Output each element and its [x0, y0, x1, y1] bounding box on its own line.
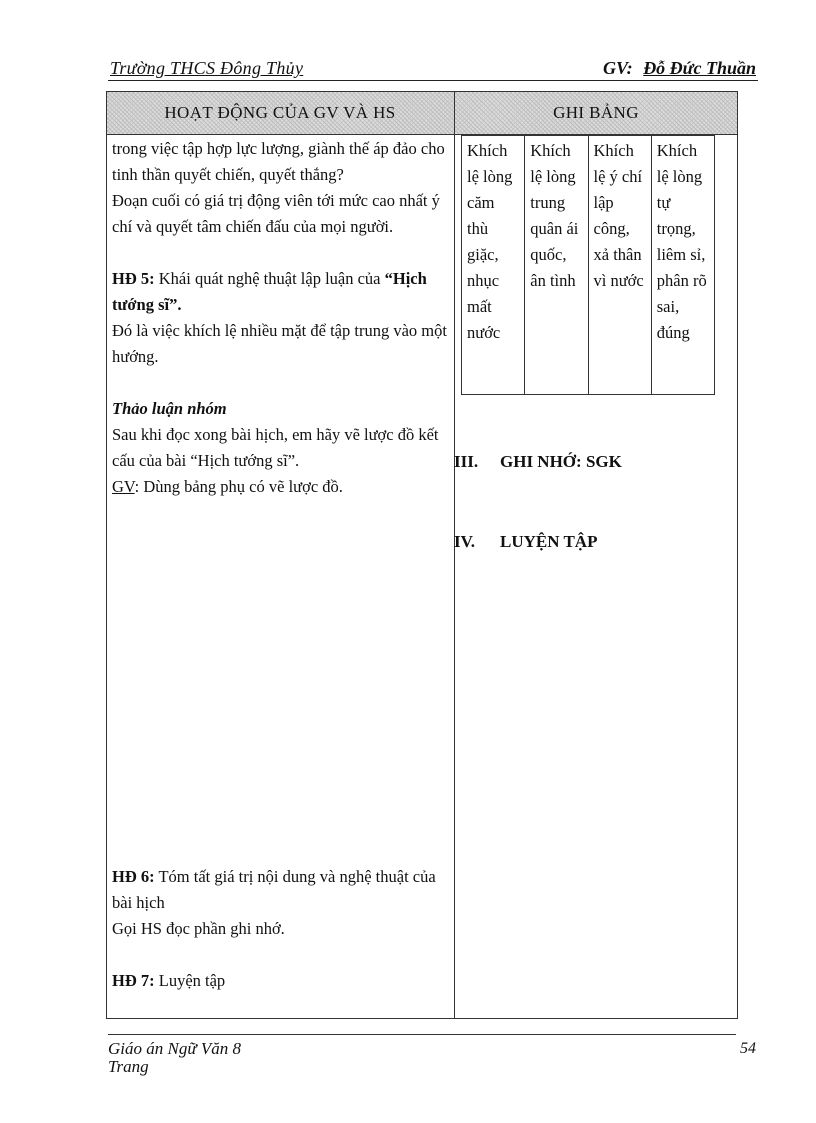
col-header-activities: HOẠT ĐỘNG CỦA GV VÀ HS: [164, 103, 396, 122]
table-cell: Khích lệ lòng tự trọng, liêm sỉ, phân rõ sai, đúng: [651, 136, 714, 395]
activities-column-lower: [112, 864, 450, 994]
work-title: “Hịch tướng sĩ”.: [112, 269, 427, 314]
teacher-name: Đỗ Đức Thuần: [643, 58, 756, 78]
activity-7: [112, 968, 450, 994]
paragraph: trong việc tập hợp lực lượng, giành thế áp đảo cho tinh thần quyết chiến, quyết thắng?: [112, 139, 445, 184]
page-number: 54: [740, 1040, 756, 1057]
section-practice: [454, 532, 597, 552]
activity-6: [112, 864, 450, 916]
page-header: [108, 54, 758, 81]
section-number: III.: [454, 452, 479, 471]
footer-rule: [108, 1034, 736, 1035]
paragraph: Sau khi đọc xong bài hịch, em hãy vẽ lược đồ kết cấu của bài “Hịch tướng sĩ”.: [112, 425, 439, 470]
paragraph: Gọi HS đọc phần ghi nhớ.: [112, 919, 285, 938]
teacher-label: GV:: [603, 58, 633, 78]
section-title: GHI NHỚ: SGK: [500, 452, 622, 471]
footer-line: Giáo án Ngữ Văn 8: [108, 1039, 241, 1058]
activity-label: HĐ 6:: [112, 867, 155, 886]
school-name: Trường THCS Đông Thủy: [110, 58, 304, 78]
activity-label: HĐ 5:: [112, 269, 155, 288]
paragraph: Đoạn cuối có giá trị động viên tới mức cao nhất ý chí và quyết tâm chiến đấu của mọi người.: [112, 191, 440, 236]
activities-column: [112, 136, 450, 500]
section-number: IV.: [454, 532, 475, 551]
activity-text: Tóm tất giá trị nội dung và nghệ thuật của bài hịch: [112, 867, 436, 912]
section-title: LUYỆN TẬP: [500, 532, 598, 551]
activity-5: [112, 266, 450, 318]
table-cell: Khích lệ lòng căm thù giặc, nhục mất nước: [462, 136, 525, 395]
gv-text: : Dùng bảng phụ có vẽ lược đồ.: [134, 477, 343, 496]
col-header-board-notes: GHI BẢNG: [553, 103, 639, 122]
column-divider: [454, 91, 455, 1019]
footer-line: Trang: [108, 1057, 149, 1076]
gv-label: GV: [112, 477, 135, 496]
table-row: [462, 136, 715, 395]
footer-text: [108, 1040, 241, 1076]
activity-label: HĐ 7:: [112, 971, 155, 990]
structure-table: [461, 135, 715, 395]
paragraph: Đó là việc khích lệ nhiều mặt để tập trung vào một hướng.: [112, 321, 447, 366]
section-memo: [454, 452, 622, 472]
activity-text: Luyện tập: [158, 971, 226, 990]
teacher-credit: [603, 58, 756, 79]
teacher-note: [112, 474, 450, 500]
group-discussion-heading: Thảo luận nhóm: [112, 399, 227, 418]
table-cell: Khích lệ lòng trung quân ái quốc, ân tình: [525, 136, 588, 395]
activity-text: Khái quát nghệ thuật lập luận của: [158, 269, 381, 288]
table-cell: Khích lệ ý chí lập công, xả thân vì nước: [588, 136, 651, 395]
